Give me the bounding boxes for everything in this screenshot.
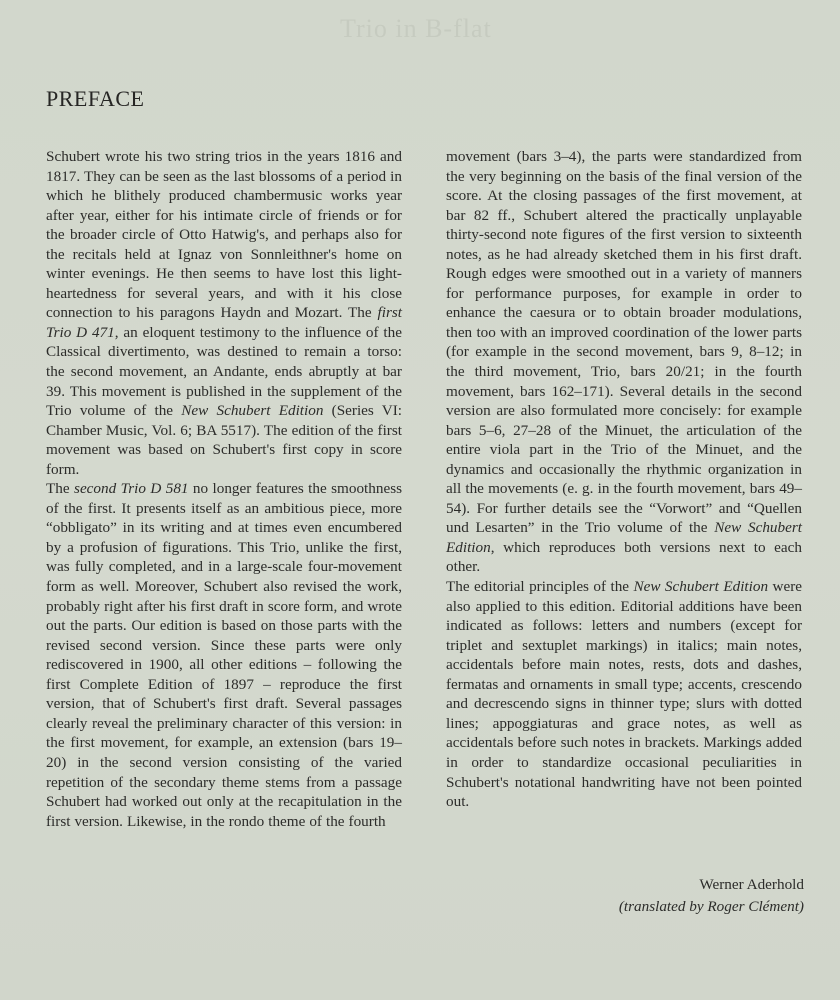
- signature-block: [619, 874, 804, 918]
- left-column: [46, 147, 402, 831]
- work-title-first-trio: first Trio D 471: [46, 304, 402, 341]
- paragraph-second-trio: [46, 479, 402, 831]
- author-name: Werner Aderhold: [699, 876, 804, 893]
- paragraph-editorial-principles: [446, 577, 802, 812]
- edition-title: New Schubert Edition: [633, 578, 769, 596]
- edition-title: New Schubert Edition: [446, 519, 802, 556]
- text-run: movement (bars 3–4), the parts were standardized from the very beginning on the basis of the final version of the score. At the closing passages of the first movement, at bar 82 ff., Schubert altered the practically unplayable thirty-second note figures of the first version to sixteenth notes, as he had already sketched them in his first draft. Rough edges were smoothed out in a variety of manners for performance purposes, for example in order to enhance the caesura or to obtain broader modulations, then too with an improved coordination of the lower parts (for example in the second movement, bars 9, 8–12; in the third movement, Trio, bars 20/21; in the fourth movement, bars 162–171). Several details in the second version are also formulated more concisely: for example bars 5–6, 27–28 of the Minuet, the articulation of the entire viola part in the Trio of the Minuet, and the dynamics and occasionally the rhythmic organization in all the movements (e. g. in the fourth movement, bars 49–54). For further details see the “Vorwort” and “Quellen und Lesarten” in the Trio volume of the: [446, 148, 802, 537]
- translator-credit: (translated by Roger Clément): [618, 898, 804, 915]
- work-title-second-trio: second Trio D 581: [74, 480, 189, 498]
- text-run: no longer features the smoothness of the first. It presents itself as an ambitious piece, more “obbligato” in its writing and at times even encumbered by a profusion of figurations. This Trio, unlike the first, was fully completed, and in a large-scale four-movement form as well. Moreover, Schubert also revised the work, probably right after his first draft in score form, and wrote out the parts. Our edition is based on those parts with the revised second version. Since these parts were only rediscovered in 1900, all other editions – following the first Complete Edition of 1897 – reproduce the first version, that of Schubert's first draft. Several passages clearly reveal the preliminary character of this version: in the first movement, for example, an extension (bars 19–20) in the second version consisting of the varied repetition of the secondary theme stems from a passage Schubert had worked out only at the recapitulation in the first version. Likewise, in the rondo theme of the fourth: [46, 480, 403, 830]
- page-title: PREFACE: [46, 86, 145, 111]
- text-run: Schubert wrote his two string trios in the years 1816 and 1817. They can be seen as the last blossoms of a period in which he blithely produced chambermusic works year after year, either for his intimate circle of friends or for the broader circle of Otto Hatwig's, and perhaps also for the recitals held at Ignaz von Sonnleithner's home on winter evenings. He then seems to have lost this light-heartedness for several years, and with it his close connection to his paragons Haydn and Mozart. The: [46, 148, 402, 322]
- text-run: The editorial principles of the: [446, 578, 634, 596]
- text-run: , an eloquent testimony to the influence of the Classical divertimento, was destined to remain a torso: the second movement, an Andante, ends abruptly at bar 39. This movement is published in the supplement of the Trio volume of the: [46, 323, 402, 420]
- edition-title: New Schubert Edition: [181, 402, 324, 420]
- bleed-through-title: Trio in B-flat: [340, 14, 492, 43]
- text-run: , which reproduces both versions next to each other.: [446, 538, 802, 576]
- text-run: The: [46, 480, 75, 498]
- text-run: were also applied to this edition. Editorial additions have been indicated as follows: letters and numbers (except for triplet and sextuplet markings) in italics; main notes, accidentals before main notes, rests, dots and dashes, fermatas and ornaments in small type; accents, crescendo and decrescendo signs in thinner type; slurs with dotted lines; appoggiaturas and grace notes, as well as accidentals before such notes in brackets. Markings added in order to standardize occasional peculiarities in Schubert's notational handwriting have not been pointed out.: [446, 578, 803, 811]
- paragraph-first-trio: [46, 147, 402, 479]
- text-run: (Series VI: Chamber Music, Vol. 6; BA 5517). The edition of the first movement was based on Schubert's first copy in score form.: [46, 402, 403, 478]
- right-column: [446, 147, 802, 812]
- paragraph-revisions: [446, 147, 802, 577]
